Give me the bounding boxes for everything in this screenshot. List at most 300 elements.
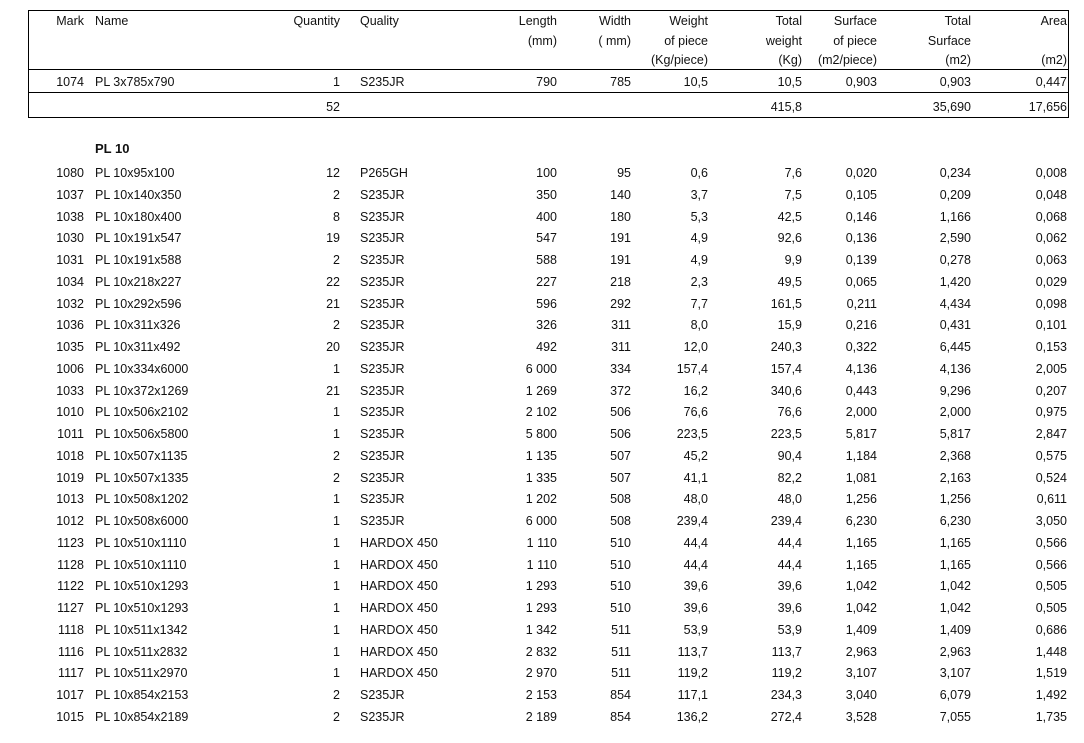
cell-length: 1 269 — [525, 383, 557, 398]
cell-quantity: 21 — [326, 383, 340, 398]
table-row — [0, 663, 1084, 683]
cell-quantity: 1 — [333, 644, 340, 659]
cell-width: 506 — [610, 405, 631, 420]
cell-quality: HARDOX 450 — [360, 535, 438, 550]
cell-total-weight: 7,5 — [784, 187, 802, 202]
header-quantity: Quantity — [293, 14, 340, 28]
cell-weight-of-piece: 113,7 — [677, 644, 708, 659]
cell-length: 6 000 — [525, 514, 557, 528]
cell-surface-of-piece: 1,042 — [845, 579, 877, 594]
cell-surface-of-piece: 0,065 — [845, 274, 877, 289]
cell-area: 0,975 — [1035, 405, 1067, 420]
cell-area: 0,447 — [1035, 75, 1067, 89]
cell-quantity: 2 — [333, 253, 340, 267]
cell-mark: 1017 — [56, 688, 84, 702]
cell-total-surface: 2,368 — [939, 448, 971, 463]
cell-length: 1 135 — [525, 448, 557, 463]
cell-surface-of-piece: 0,443 — [845, 383, 877, 398]
cell-quality: HARDOX 450 — [360, 644, 438, 659]
table-row — [0, 272, 1084, 292]
cell-total-surface: 0,903 — [939, 75, 971, 89]
cell-name: PL 10x95x100 — [95, 166, 175, 180]
cell-weight-of-piece: 0,6 — [690, 166, 708, 180]
cell-surface-of-piece: 6,230 — [845, 514, 877, 528]
cell-length: 227 — [536, 274, 557, 289]
cell-name: PL 10x506x5800 — [95, 427, 189, 441]
cell-total-weight: 90,4 — [777, 448, 802, 463]
cell-mark: 1019 — [56, 470, 84, 485]
cell-total-surface: 4,434 — [939, 296, 971, 311]
cell-quality: S235JR — [360, 318, 405, 333]
cell-quality: HARDOX 450 — [360, 579, 438, 594]
cell-mark: 1033 — [56, 383, 84, 398]
cell-quantity: 2 — [333, 318, 340, 333]
cell-weight-of-piece: 41,1 — [683, 470, 708, 485]
cell-quantity: 21 — [326, 296, 340, 311]
cell-width: 510 — [610, 579, 631, 594]
cell-quantity: 1 — [333, 601, 340, 615]
cell-total-weight: 82,2 — [777, 470, 802, 485]
cell-total-surface: 2,163 — [939, 470, 971, 485]
cell-weight-of-piece: 12,0 — [683, 340, 708, 354]
cell-surface-of-piece: 3,040 — [845, 688, 877, 702]
cell-weight-of-piece: 7,7 — [690, 296, 708, 311]
subtotal-area: 17,656 — [1028, 100, 1067, 114]
cell-total-weight: 223,5 — [770, 427, 802, 441]
cell-weight-of-piece: 44,4 — [683, 535, 708, 550]
cell-length: 100 — [536, 166, 557, 180]
cell-name: PL 10x334x6000 — [95, 361, 189, 376]
cell-total-weight: 39,6 — [777, 601, 802, 615]
cell-name: PL 10x507x1135 — [95, 448, 188, 463]
cell-surface-of-piece: 2,963 — [845, 644, 877, 659]
cell-area: 0,068 — [1035, 209, 1067, 224]
cell-quality: HARDOX 450 — [360, 666, 438, 681]
cell-mark: 1122 — [57, 579, 84, 594]
table-row — [0, 250, 1084, 270]
cell-quantity: 1 — [333, 427, 340, 441]
cell-mark: 1012 — [56, 514, 84, 528]
cell-area: 0,566 — [1035, 557, 1067, 572]
table-row — [0, 424, 1084, 444]
cell-mark: 1011 — [57, 427, 84, 441]
cell-quality: S235JR — [360, 361, 405, 376]
cell-name: PL 10x372x1269 — [95, 383, 189, 398]
table-row — [0, 381, 1084, 401]
cell-name: PL 10x511x1342 — [95, 622, 188, 637]
cell-total-surface: 7,055 — [939, 709, 971, 724]
table-row — [0, 620, 1084, 640]
cell-mark: 1010 — [56, 405, 84, 420]
cell-quantity: 22 — [326, 274, 340, 289]
cell-length: 1 335 — [525, 470, 557, 485]
cell-surface-of-piece: 0,136 — [845, 231, 877, 246]
cell-weight-of-piece: 4,9 — [690, 253, 708, 267]
cell-length: 2 153 — [525, 688, 557, 702]
cell-surface-of-piece: 1,256 — [845, 492, 877, 507]
cell-total-weight: 240,3 — [770, 340, 802, 354]
cell-area: 1,519 — [1035, 666, 1067, 681]
cell-name: PL 10x510x1110 — [95, 535, 187, 550]
cell-quality: S235JR — [360, 427, 405, 441]
cell-length: 326 — [536, 318, 557, 333]
cell-total-weight: 340,6 — [770, 383, 802, 398]
cell-width: 854 — [610, 709, 631, 724]
cell-area: 0,008 — [1035, 166, 1067, 180]
cell-width: 292 — [610, 296, 631, 311]
table-row — [0, 72, 1084, 92]
cell-total-weight: 161,5 — [770, 296, 802, 311]
cell-total-surface: 1,256 — [939, 492, 971, 507]
cell-surface-of-piece: 3,107 — [845, 666, 877, 681]
cell-quality: S235JR — [360, 709, 405, 724]
cell-quantity: 20 — [326, 340, 340, 354]
cell-quality: S235JR — [360, 383, 405, 398]
cell-total-surface: 1,165 — [939, 535, 971, 550]
cell-total-weight: 48,0 — [777, 492, 802, 507]
cell-mark: 1117 — [58, 666, 84, 681]
cell-quantity: 19 — [326, 231, 340, 246]
cell-quantity: 1 — [333, 75, 340, 89]
cell-surface-of-piece: 0,903 — [845, 75, 877, 89]
header-mark: Mark — [56, 14, 84, 28]
cell-surface-of-piece: 0,211 — [846, 296, 877, 311]
cell-mark: 1038 — [56, 209, 84, 224]
cell-area: 0,101 — [1035, 318, 1067, 333]
cell-total-weight: 10,5 — [777, 75, 802, 89]
cell-weight-of-piece: 39,6 — [683, 601, 708, 615]
table-row — [0, 228, 1084, 248]
cell-quality: S235JR — [360, 448, 405, 463]
cell-surface-of-piece: 1,184 — [845, 448, 877, 463]
cell-width: 311 — [611, 340, 631, 354]
cell-area: 0,029 — [1035, 274, 1067, 289]
cell-total-weight: 9,9 — [784, 253, 802, 267]
cell-name: PL 10x510x1110 — [95, 557, 187, 572]
cell-total-weight: 42,5 — [777, 209, 802, 224]
cell-length: 350 — [536, 187, 557, 202]
cell-width: 510 — [610, 557, 631, 572]
cell-width: 506 — [610, 427, 631, 441]
cell-surface-of-piece: 1,165 — [845, 557, 877, 572]
cell-total-surface: 3,107 — [939, 666, 971, 681]
cell-surface-of-piece: 0,020 — [845, 166, 877, 180]
header-area: Area (m2) — [1040, 14, 1067, 67]
cell-weight-of-piece: 39,6 — [683, 579, 708, 594]
cell-width: 510 — [610, 535, 631, 550]
cell-total-weight: 157,4 — [770, 361, 802, 376]
cell-weight-of-piece: 4,9 — [690, 231, 708, 246]
cell-width: 785 — [610, 75, 631, 89]
cell-area: 0,098 — [1035, 296, 1067, 311]
cell-mark: 1127 — [57, 601, 84, 615]
cell-weight-of-piece: 5,3 — [690, 209, 708, 224]
header-top-rule — [28, 10, 1069, 11]
cell-quality: S235JR — [360, 209, 405, 224]
cell-quality: HARDOX 450 — [360, 622, 438, 637]
cell-name: PL 10x140x350 — [95, 187, 182, 202]
cell-mark: 1035 — [56, 340, 84, 354]
subtotal-row — [0, 97, 1084, 117]
cell-surface-of-piece: 2,000 — [845, 405, 877, 420]
cell-width: 511 — [611, 644, 631, 659]
cell-quality: HARDOX 450 — [360, 601, 438, 615]
cell-area: 0,566 — [1035, 535, 1067, 550]
cell-total-surface: 9,296 — [939, 383, 971, 398]
frame-bottom-rule — [28, 117, 1069, 118]
cell-total-surface: 6,445 — [939, 340, 971, 354]
cell-width: 507 — [610, 470, 631, 485]
cell-total-surface: 6,079 — [939, 688, 971, 702]
cell-length: 1 110 — [526, 557, 557, 572]
cell-weight-of-piece: 3,7 — [690, 187, 708, 202]
cell-area: 0,063 — [1035, 253, 1067, 267]
cell-area: 0,611 — [1036, 492, 1067, 507]
cell-total-surface: 5,817 — [939, 427, 971, 441]
cell-area: 1,735 — [1035, 709, 1067, 724]
cell-area: 0,062 — [1035, 231, 1067, 246]
cell-name: PL 3x785x790 — [95, 75, 175, 89]
header-surface-of-piece: Surface of piece (m2/piece) — [817, 14, 877, 67]
cell-length: 400 — [536, 209, 557, 224]
cell-weight-of-piece: 76,6 — [683, 405, 708, 420]
cell-total-surface: 1,042 — [939, 601, 971, 615]
subtotal-total-weight: 415,8 — [770, 100, 802, 114]
table-row — [0, 707, 1084, 727]
table-row — [0, 576, 1084, 596]
cell-mark: 1080 — [56, 166, 84, 180]
cell-area: 1,492 — [1035, 688, 1067, 702]
cell-quantity: 2 — [333, 187, 340, 202]
cell-name: PL 10x508x1202 — [95, 492, 189, 507]
cell-quantity: 1 — [333, 557, 340, 572]
group-title: PL 10 — [95, 141, 130, 156]
table-row — [0, 468, 1084, 488]
header-total-weight: Total weight (Kg) — [765, 14, 802, 67]
cell-total-surface: 0,234 — [939, 166, 971, 180]
cell-length: 1 342 — [525, 622, 557, 637]
cell-total-weight: 7,6 — [784, 166, 802, 180]
table-row — [0, 359, 1084, 379]
table-row — [0, 207, 1084, 227]
cell-name: PL 10x854x2153 — [95, 688, 189, 702]
cell-quantity: 8 — [333, 209, 340, 224]
column-headers — [0, 12, 1084, 72]
cell-total-weight: 239,4 — [770, 514, 802, 528]
cell-weight-of-piece: 48,0 — [683, 492, 708, 507]
cell-name: PL 10x511x2832 — [95, 644, 188, 659]
cell-length: 790 — [536, 75, 557, 89]
cell-name: PL 10x292x596 — [95, 296, 182, 311]
cell-area: 1,448 — [1035, 644, 1067, 659]
cell-weight-of-piece: 8,0 — [690, 318, 708, 333]
cell-quantity: 2 — [333, 709, 340, 724]
cell-total-surface: 1,165 — [939, 557, 971, 572]
cell-quality: S235JR — [360, 75, 405, 89]
cell-quality: S235JR — [360, 688, 405, 702]
cell-mark: 1018 — [56, 448, 84, 463]
cell-name: PL 10x311x492 — [95, 340, 181, 354]
header-quality: Quality — [360, 14, 399, 28]
header-length: Length (mm) — [518, 14, 557, 48]
cell-quantity: 2 — [333, 448, 340, 463]
cell-total-weight: 15,9 — [777, 318, 802, 333]
cell-name: PL 10x510x1293 — [95, 601, 189, 615]
cell-quality: S235JR — [360, 405, 405, 420]
cell-quality: S235JR — [360, 187, 405, 202]
cell-width: 218 — [610, 274, 631, 289]
cell-length: 1 293 — [525, 579, 557, 594]
cell-width: 180 — [610, 209, 631, 224]
cell-area: 2,005 — [1035, 361, 1067, 376]
cell-mark: 1015 — [56, 709, 84, 724]
table-row — [0, 598, 1084, 618]
cell-width: 311 — [611, 318, 631, 333]
cell-total-weight: 39,6 — [777, 579, 802, 594]
cell-quality: S235JR — [360, 514, 405, 528]
cell-name: PL 10x311x326 — [95, 318, 181, 333]
cell-width: 507 — [610, 448, 631, 463]
cell-length: 2 102 — [525, 405, 557, 420]
cell-total-weight: 113,7 — [771, 644, 802, 659]
cell-surface-of-piece: 4,136 — [845, 361, 877, 376]
table-row — [0, 402, 1084, 422]
cell-total-weight: 119,2 — [771, 666, 802, 681]
table-row — [0, 685, 1084, 705]
cell-mark: 1074 — [56, 75, 84, 89]
cell-length: 2 189 — [525, 709, 557, 724]
cell-surface-of-piece: 1,165 — [845, 535, 877, 550]
table-row — [0, 294, 1084, 314]
cell-mark: 1006 — [56, 361, 84, 376]
cell-quality: S235JR — [360, 274, 405, 289]
cell-name: PL 10x180x400 — [95, 209, 182, 224]
cell-total-weight: 44,4 — [777, 535, 802, 550]
cell-width: 140 — [610, 187, 631, 202]
cell-surface-of-piece: 1,081 — [845, 470, 877, 485]
table-row — [0, 511, 1084, 531]
cell-area: 0,575 — [1035, 448, 1067, 463]
cell-mark: 1030 — [56, 231, 84, 246]
cell-quality: S235JR — [360, 253, 405, 267]
cell-total-surface: 6,230 — [939, 514, 971, 528]
cell-length: 596 — [536, 296, 557, 311]
cell-area: 0,048 — [1035, 187, 1067, 202]
cell-weight-of-piece: 239,4 — [676, 514, 708, 528]
cell-quality: S235JR — [360, 340, 405, 354]
cell-quantity: 1 — [333, 579, 340, 594]
cell-area: 0,207 — [1035, 383, 1067, 398]
cell-length: 6 000 — [525, 361, 557, 376]
cell-length: 5 800 — [525, 427, 557, 441]
cell-name: PL 10x511x2970 — [95, 666, 188, 681]
cell-length: 1 293 — [525, 601, 557, 615]
header-width: Width ( mm) — [598, 14, 631, 48]
cell-area: 0,153 — [1035, 340, 1067, 354]
cell-quality: S235JR — [360, 492, 405, 507]
cell-weight-of-piece: 223,5 — [676, 427, 708, 441]
cell-weight-of-piece: 2,3 — [690, 274, 708, 289]
table-row — [0, 185, 1084, 205]
cell-total-surface: 2,000 — [939, 405, 971, 420]
cell-mark: 1037 — [56, 187, 84, 202]
cell-quantity: 1 — [333, 514, 340, 528]
table-row — [0, 446, 1084, 466]
cell-name: PL 10x510x1293 — [95, 579, 189, 594]
cell-quantity: 1 — [333, 405, 340, 420]
header-total-surface: Total Surface (m2) — [927, 14, 971, 67]
cell-total-surface: 0,209 — [939, 187, 971, 202]
cell-surface-of-piece: 0,216 — [845, 318, 877, 333]
cell-surface-of-piece: 3,528 — [845, 709, 877, 724]
cell-width: 854 — [610, 688, 631, 702]
table-row — [0, 555, 1084, 575]
cell-length: 492 — [536, 340, 557, 354]
cell-mark: 1116 — [58, 644, 84, 659]
cell-total-weight: 44,4 — [777, 557, 802, 572]
cell-total-weight: 234,3 — [770, 688, 802, 702]
cell-total-surface: 1,042 — [939, 579, 971, 594]
cell-total-surface: 0,278 — [939, 253, 971, 267]
cell-name: PL 10x507x1335 — [95, 470, 189, 485]
cell-name: PL 10x191x588 — [95, 253, 182, 267]
cell-width: 510 — [610, 601, 631, 615]
cell-mark: 1032 — [56, 296, 84, 311]
cell-name: PL 10x854x2189 — [95, 709, 189, 724]
cell-total-weight: 53,9 — [777, 622, 802, 637]
cell-length: 1 202 — [525, 492, 557, 507]
cell-quantity: 1 — [333, 535, 340, 550]
cell-weight-of-piece: 10,5 — [683, 75, 708, 89]
cell-quality: P265GH — [360, 166, 408, 180]
cell-total-surface: 2,963 — [939, 644, 971, 659]
cell-weight-of-piece: 16,2 — [683, 383, 708, 398]
subtotal-separator-rule — [28, 92, 1069, 93]
cell-weight-of-piece: 157,4 — [676, 361, 708, 376]
cell-area: 0,524 — [1035, 470, 1067, 485]
cell-quantity: 2 — [333, 470, 340, 485]
cell-area: 0,505 — [1035, 579, 1067, 594]
cell-quantity: 1 — [333, 666, 340, 681]
cell-surface-of-piece: 1,042 — [845, 601, 877, 615]
cell-length: 1 110 — [526, 535, 557, 550]
cell-surface-of-piece: 1,409 — [845, 622, 877, 637]
cell-width: 191 — [610, 231, 631, 246]
cell-length: 588 — [536, 253, 557, 267]
cell-width: 95 — [617, 166, 631, 180]
cell-length: 547 — [536, 231, 557, 246]
cell-mark: 1013 — [56, 492, 84, 507]
cell-total-weight: 272,4 — [770, 709, 802, 724]
cell-quantity: 1 — [333, 622, 340, 637]
cell-surface-of-piece: 0,139 — [845, 253, 877, 267]
cell-name: PL 10x508x6000 — [95, 514, 189, 528]
cell-mark: 1118 — [58, 622, 84, 637]
cell-width: 508 — [610, 492, 631, 507]
cell-quality: S235JR — [360, 470, 405, 485]
cell-weight-of-piece: 45,2 — [683, 448, 708, 463]
cell-length: 2 832 — [525, 644, 557, 659]
cell-total-surface: 2,590 — [939, 231, 971, 246]
cell-name: PL 10x191x547 — [95, 231, 182, 246]
cell-quality: S235JR — [360, 231, 405, 246]
cell-area: 0,505 — [1035, 601, 1067, 615]
cell-surface-of-piece: 0,146 — [845, 209, 877, 224]
cell-weight-of-piece: 53,9 — [683, 622, 708, 637]
cell-mark: 1123 — [57, 535, 84, 550]
cell-quantity: 1 — [333, 492, 340, 507]
cell-weight-of-piece: 136,2 — [676, 709, 708, 724]
